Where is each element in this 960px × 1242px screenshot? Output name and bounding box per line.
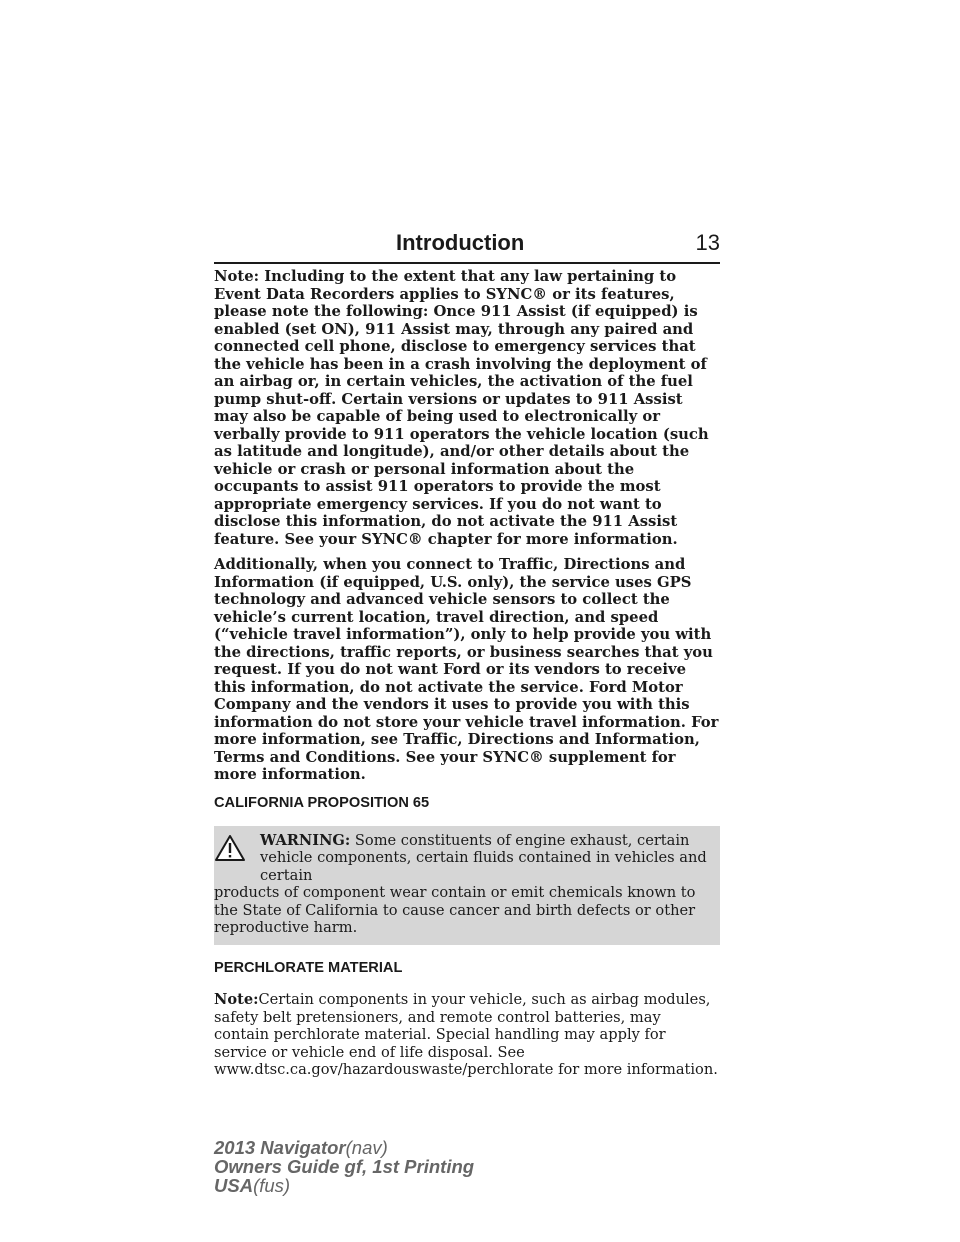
footer-guide: Owners Guide gf, 1st Printing [214, 1156, 475, 1177]
footer-model-code: (nav) [345, 1137, 388, 1158]
page-header [214, 228, 720, 258]
event-data-note-paragraph: Note: Including to the extent that any law pertaining to Event Data Recorders applies to SYNC® or its features, please note the following: Once 911 Assist (if equipped) is enabled (set ON), 911 Assist may, through any paired and connected cell phone, disclose to emergency services that the vehicle has been in a crash involving the deployment of an airbag or, in certain vehicles, the activation of the fuel pump shut-off. Certain versions or updates to 911 Assist may also be capable of being used to electronically or verbally provide to 911 operators the vehicle location (such as latitude and longitude), and/or other details about the vehicle or crash or personal information about the occupants to assist 911 operators to provide the most appropriate emergency services. If you do not want to disclose this information, do not activate the 911 Assist feature. See your SYNC® chapter for more information. [214, 268, 709, 548]
page-content [214, 268, 720, 1079]
warning-text-first: Some constituents of engine exhaust, certain vehicle components, certain fluids contained in vehicles and certain [260, 831, 707, 884]
warning-text-rest: products of component wear contain or emit chemicals known to the State of California to cause cancer and birth defects or other reproductive harm. [214, 884, 696, 937]
note-text: Certain components in your vehicle, such as airbag modules, safety belt pretensioners, and remote control batteries, may contain perchlorate material. Special handling may apply for service or vehicle end of life disposal. See www.dtsc.ca.gov/hazardouswaste/perchlorate for more information. [214, 991, 718, 1079]
warning-label: WARNING: [260, 831, 351, 849]
footer-market-code: (fus) [253, 1175, 291, 1196]
note-label: Note: [214, 991, 259, 1009]
prop65-heading: CALIFORNIA PROPOSITION 65 [214, 794, 430, 811]
footer-market: USA [214, 1175, 254, 1196]
chapter-title: Introduction [396, 230, 525, 255]
warning-box [214, 826, 720, 946]
print-footer [214, 1138, 474, 1195]
header-rule [214, 262, 720, 264]
traffic-info-paragraph: Additionally, when you connect to Traffic, Directions and Information (if equipped, U.S. only), the service uses GPS technology and advanced vehicle sensors to collect the vehicle’s current location, travel direction, and speed (“vehicle travel information”), only to help provide you with the directions, traffic reports, or business searches that you request. If you do not want Ford or its vendors to receive this information, do not activate the service. Ford Motor Company and the vendors it uses to provide you with this information do not store your vehicle travel information. For more information, see Traffic, Directions and Information, Terms and Conditions. See your SYNC® supplement for more information. [214, 556, 719, 783]
page-number: 13 [695, 230, 720, 255]
footer-model: 2013 Navigator [214, 1137, 346, 1158]
perchlorate-note [214, 991, 720, 1079]
perchlorate-heading: PERCHLORATE MATERIAL [214, 960, 403, 977]
warning-triangle-icon [214, 832, 260, 885]
